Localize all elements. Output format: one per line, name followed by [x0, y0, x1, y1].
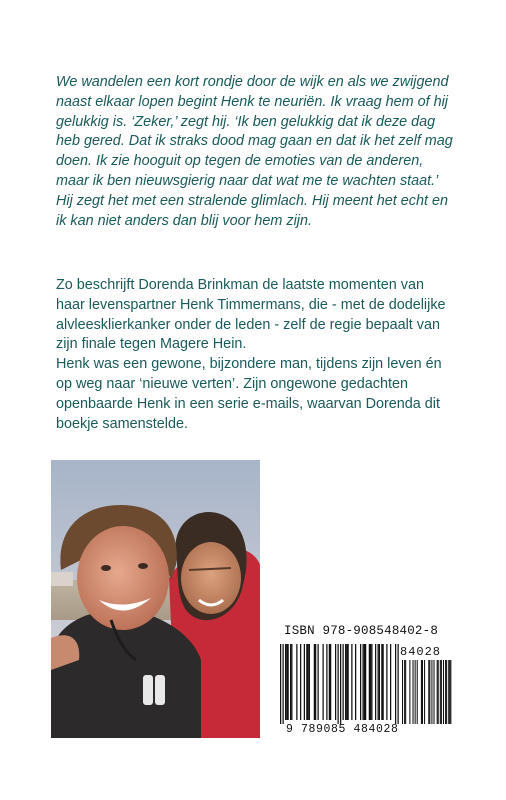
addon-bar — [431, 660, 432, 724]
addon-bar — [445, 660, 446, 724]
addon-bar — [413, 660, 414, 724]
ean-bar — [291, 644, 292, 720]
ean-bar — [338, 644, 339, 724]
ean-bar — [355, 644, 356, 720]
ean-bar — [378, 644, 379, 720]
ean-bar — [300, 644, 301, 720]
addon-bar — [404, 660, 405, 724]
addon-bar — [417, 660, 418, 724]
ean-bar — [363, 644, 364, 720]
ean-bar — [340, 644, 341, 724]
addon-bar — [402, 660, 403, 724]
addon-bar — [428, 660, 429, 724]
quote-paragraph — [56, 73, 476, 231]
ean-bar — [383, 644, 384, 720]
ean-bar — [351, 644, 352, 720]
ean-bar — [308, 644, 309, 720]
quote-line: We wandelen een kort rondje door de wijk en als we zwijgend — [56, 74, 449, 90]
addon-bar — [415, 660, 416, 724]
ean-bar — [326, 644, 327, 720]
description-line: Henk was een gewone, bijzondere man, tijdens zijn leven én — [56, 356, 442, 373]
ean-bar — [286, 644, 287, 720]
isbn-barcode — [276, 624, 456, 742]
ean-bar — [329, 644, 330, 720]
description-line: op weg naar ‘nieuwe verten’. Zijn ongewone gedachten — [56, 375, 409, 392]
ean-bar — [335, 644, 336, 720]
addon-bar — [446, 660, 447, 724]
ean-bar — [375, 644, 376, 720]
description-line: zijn finale tegen Magere Hein. — [56, 336, 247, 353]
addon-bar — [409, 660, 410, 724]
addon-bar — [405, 660, 406, 724]
ean-bar — [309, 644, 310, 720]
quote-line: ik kan niet anders dan blij voor hem zijn. — [56, 212, 312, 229]
ean-bar — [379, 644, 380, 720]
ean-bar — [323, 644, 324, 720]
ean-bar — [365, 644, 366, 720]
quote-line: gelukkig is. ‘Zeker,’ zegt hij. ‘Ik ben gelukkig dat ik deze dag — [56, 113, 436, 130]
couple-photo-illustration — [51, 460, 260, 738]
ean-bar — [290, 644, 291, 720]
ean-bar — [296, 644, 297, 720]
ean-bar — [386, 644, 387, 720]
addon-bar — [441, 660, 442, 724]
addon-bar — [434, 660, 435, 724]
ean-bar — [371, 644, 372, 720]
ean-bar — [314, 644, 315, 720]
quote-line: maar ik ben nieuwsgierig naar dat wat me te wachten staat.’ — [56, 172, 439, 189]
ean-bar — [285, 644, 286, 720]
addon-bar — [440, 660, 441, 724]
addon-bar — [438, 660, 439, 724]
addon-bar — [437, 660, 438, 724]
ean-bar — [370, 644, 371, 720]
ean-bar — [330, 644, 331, 720]
ean-bar — [360, 644, 361, 720]
ean-bar — [398, 644, 399, 724]
description-line: boekje samenstelde. — [56, 415, 188, 432]
ean-bar — [343, 644, 344, 720]
addon-bar — [421, 660, 422, 724]
addon-number: 84028 — [400, 645, 442, 659]
ean-number: 9 789085 484028 — [286, 723, 399, 736]
description-line: openbaarde Henk in een serie e-mails, waarvan Dorenda dit — [56, 395, 440, 412]
ean-bar — [280, 644, 281, 724]
description-line: haar levenspartner Henk Timmermans, die - met de dodelijke — [56, 296, 446, 313]
addon-bar — [448, 660, 449, 724]
isbn-label: ISBN 978-908548402-8 — [284, 624, 439, 638]
addon-bar — [422, 660, 423, 724]
ean-bar — [345, 644, 346, 720]
ean-bar — [288, 644, 289, 720]
ean-bar — [395, 644, 396, 724]
description-paragraph — [56, 276, 476, 434]
couple-photo — [51, 460, 260, 738]
description-line: alvleesklierkanker onder de leden - zelf de regie bepaalt van — [56, 316, 440, 333]
addon-bar — [443, 660, 444, 724]
ean-bar — [283, 644, 284, 724]
quote-line: heb gered. Dat ik straks dood mag gaan en dat ik het zelf mag — [56, 133, 453, 150]
addon-bar — [429, 660, 430, 724]
quote-line: naast elkaar lopen begint Henk te neuriën. Ik vraag hem of hij — [56, 93, 448, 110]
ean-bar — [390, 644, 391, 720]
ean-bar — [348, 644, 349, 720]
ean-bar — [315, 644, 316, 720]
addon-bar — [450, 660, 451, 724]
addon-bar — [449, 660, 450, 724]
description-line: Zo beschrijft Dorenda Brinkman de laatste momenten van — [56, 277, 424, 293]
ean-bar — [306, 644, 307, 720]
ean-bar — [364, 644, 365, 720]
ean-bar — [346, 644, 347, 720]
ean-bar — [369, 644, 370, 720]
quote-line: doen. Ik zie hooguit op tegen de emoties van de anderen, — [56, 153, 424, 170]
ean-bar — [381, 644, 382, 720]
quote-line: Hij zegt het met een stralende glimlach. Hij meent het echt en — [56, 192, 448, 209]
ean-bar — [304, 644, 305, 720]
ean-bar — [318, 644, 319, 720]
addon-bar — [424, 660, 425, 724]
